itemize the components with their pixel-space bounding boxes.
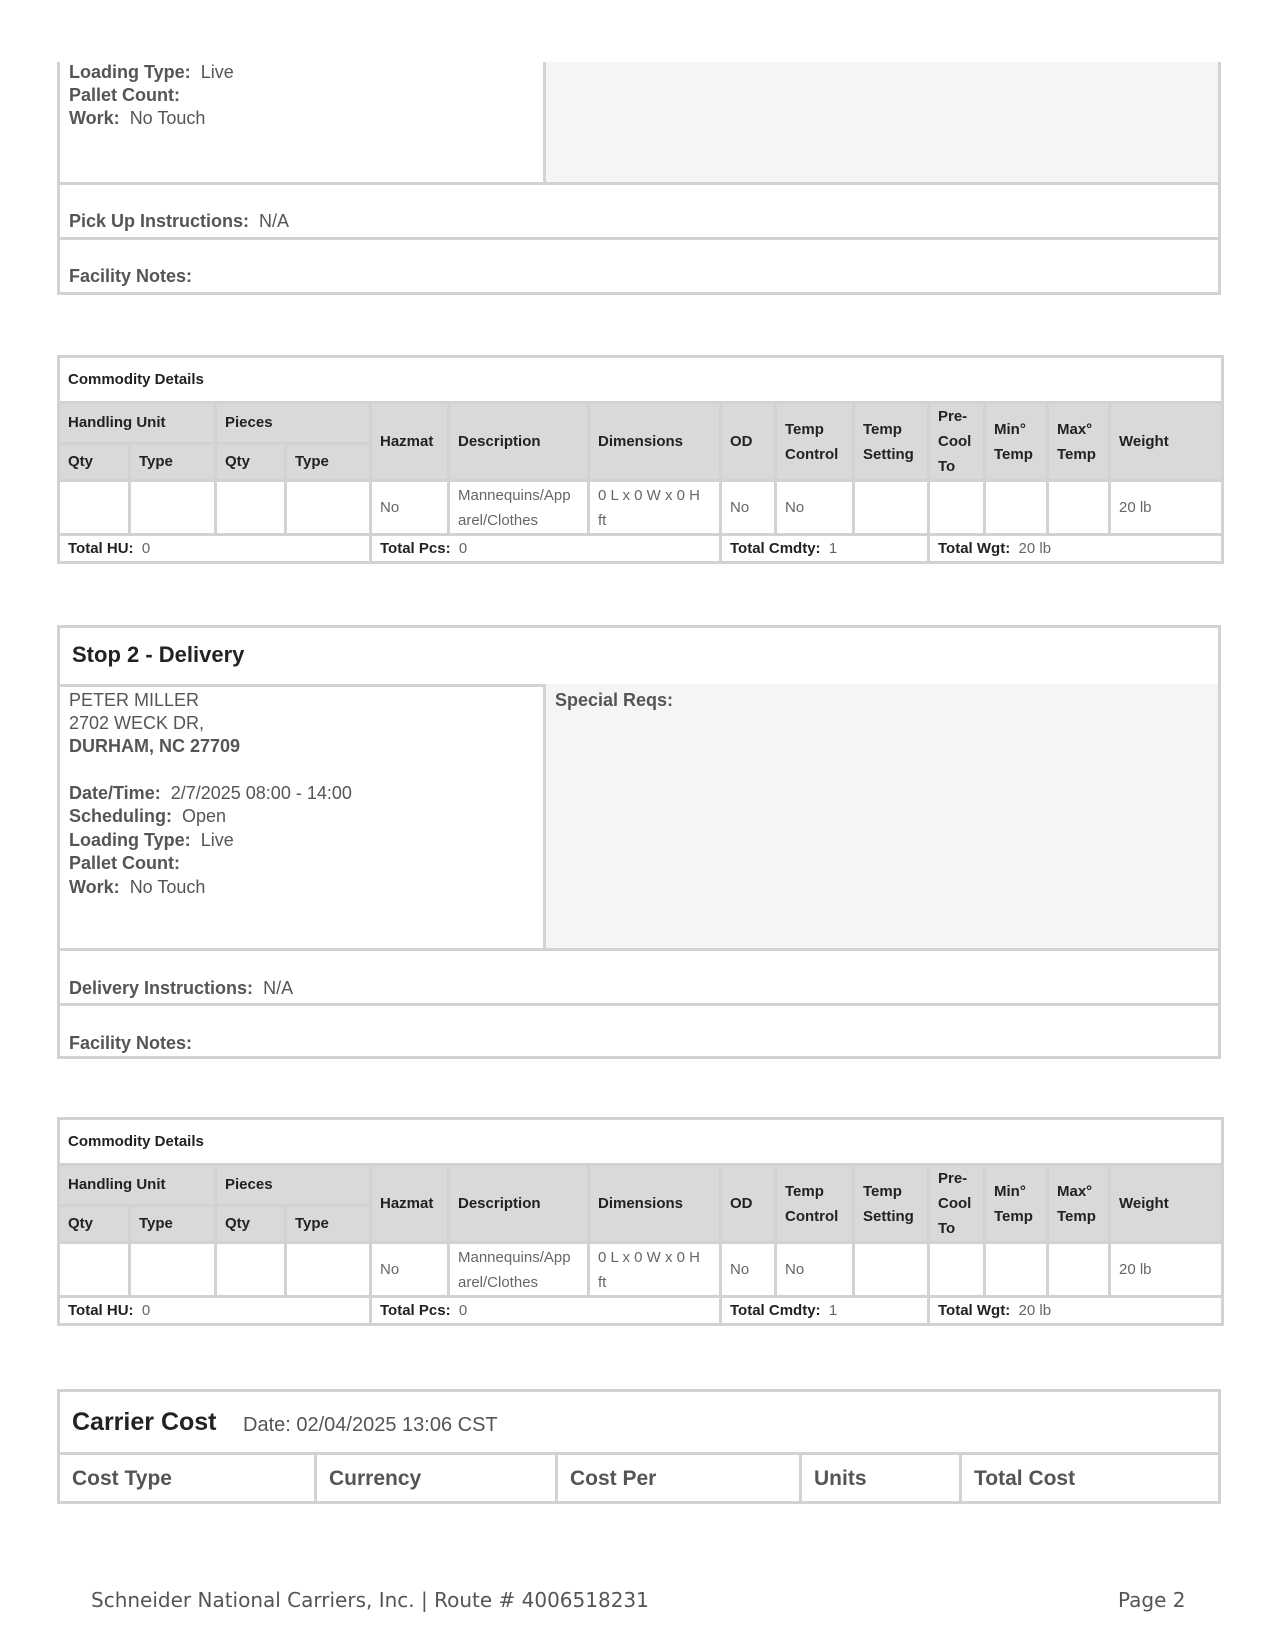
dimensions-cell: 0 L x 0 W x 0 H ft xyxy=(589,481,721,535)
stop-2-delivery xyxy=(57,625,1221,1059)
pcs-qty-header: Qty xyxy=(216,443,286,480)
od-cell: No xyxy=(721,1243,776,1297)
divider xyxy=(60,948,1218,951)
od-header: OD xyxy=(721,403,776,481)
dimensions-cell: 0 L x 0 W x 0 H ft xyxy=(589,1243,721,1297)
total-pcs: Total Pcs: 0 xyxy=(371,1297,721,1325)
pallet-count-row: Pallet Count: xyxy=(69,85,180,105)
total-cmdty: Total Cmdty: 1 xyxy=(721,1297,929,1325)
divider xyxy=(60,237,1218,240)
temp-control-cell: No xyxy=(776,481,854,535)
facility-notes: Facility Notes: xyxy=(69,266,193,286)
commodity-details-1 xyxy=(57,355,1221,564)
special-reqs-label: Special Reqs: xyxy=(555,690,674,710)
table-row xyxy=(59,1243,1223,1297)
stop-1-details xyxy=(60,62,546,184)
total-hu: Total HU: 0 xyxy=(59,1297,371,1325)
hu-qty-header: Qty xyxy=(59,1205,130,1242)
precool-header: Pre- Cool To xyxy=(929,403,985,481)
commodity-title: Commodity Details xyxy=(59,357,1223,403)
stop-1-continuation xyxy=(57,62,1221,295)
dimensions-header: Dimensions xyxy=(589,403,721,481)
hazmat-cell: No xyxy=(371,1243,449,1297)
total-cost-column: Total Cost xyxy=(974,1467,1076,1490)
max-temp-header: Max° Temp xyxy=(1048,1165,1110,1243)
total-wgt: Total Wgt: 20 lb xyxy=(929,535,1223,563)
pallet-count-row: Pallet Count: xyxy=(69,853,180,873)
weight-header: Weight xyxy=(1110,1165,1223,1243)
datetime-row: Date/Time: 2/7/2025 08:00 - 14:00 xyxy=(69,783,352,803)
total-wgt: Total Wgt: 20 lb xyxy=(929,1297,1223,1325)
currency-column: Currency xyxy=(317,1452,558,1504)
hazmat-cell: No xyxy=(371,481,449,535)
temp-control-cell: No xyxy=(776,1243,854,1297)
handling-unit-header: Handling Unit xyxy=(59,403,216,444)
description-header: Description xyxy=(449,1165,589,1243)
temp-control-header: Temp Control xyxy=(776,1165,854,1243)
consignee-address: 2702 WECK DR, xyxy=(69,713,205,733)
stop-1-special-panel xyxy=(546,62,1218,184)
total-pcs: Total Pcs: 0 xyxy=(371,535,721,563)
loading-type-row: Loading Type: Live xyxy=(69,62,234,82)
hazmat-header: Hazmat xyxy=(371,403,449,481)
scheduling-row: Scheduling: Open xyxy=(69,806,227,826)
dimensions-header: Dimensions xyxy=(589,1165,721,1243)
footer-page-number: Page 2 xyxy=(1118,1588,1186,1612)
pickup-instructions: Pick Up Instructions: N/A xyxy=(69,211,290,231)
divider xyxy=(60,182,1218,185)
weight-header: Weight xyxy=(1110,403,1223,481)
total-hu: Total HU: 0 xyxy=(59,535,371,563)
consignee-city: DURHAM, NC 27709 xyxy=(69,736,241,756)
hu-type-header: Type xyxy=(130,443,216,480)
footer-company-route: Schneider National Carriers, Inc. | Route # 4006518231 xyxy=(91,1588,649,1612)
description-header: Description xyxy=(449,403,589,481)
temp-control-header: Temp Control xyxy=(776,403,854,481)
table-row xyxy=(59,481,1223,535)
pieces-header: Pieces xyxy=(216,403,371,444)
carrier-cost xyxy=(57,1389,1221,1504)
stop-2-header xyxy=(60,628,1218,687)
carrier-cost-date: Date: 02/04/2025 13:06 CST xyxy=(243,1414,498,1436)
delivery-instructions: Delivery Instructions: N/A xyxy=(69,978,294,998)
commodity-title: Commodity Details xyxy=(59,1119,1223,1165)
carrier-cost-title: Carrier Cost xyxy=(72,1408,217,1436)
max-temp-header: Max° Temp xyxy=(1048,403,1110,481)
loading-type-row: Loading Type: Live xyxy=(69,830,234,850)
temp-setting-header: Temp Setting xyxy=(854,403,929,481)
carrier-cost-header xyxy=(60,1392,1218,1455)
pcs-type-header: Type xyxy=(286,443,371,480)
stop-2-details xyxy=(60,684,546,948)
pieces-header: Pieces xyxy=(216,1165,371,1206)
description-cell: Mannequins/App arel/Clothes xyxy=(449,481,589,535)
facility-notes: Facility Notes: xyxy=(69,1033,193,1053)
special-reqs-panel xyxy=(546,684,1218,948)
pcs-qty-header: Qty xyxy=(216,1205,286,1242)
hu-qty-header: Qty xyxy=(59,443,130,480)
description-cell: Mannequins/App arel/Clothes xyxy=(449,1243,589,1297)
weight-cell: 20 lb xyxy=(1110,481,1223,535)
pcs-type-header: Type xyxy=(286,1205,371,1242)
work-row: Work: No Touch xyxy=(69,877,206,897)
precool-header: Pre- Cool To xyxy=(929,1165,985,1243)
work-row: Work: No Touch xyxy=(69,108,206,128)
consignee-name: PETER MILLER xyxy=(69,690,200,710)
divider xyxy=(60,1003,1218,1006)
commodity-details-2 xyxy=(57,1117,1221,1326)
min-temp-header: Min° Temp xyxy=(985,403,1048,481)
hazmat-header: Hazmat xyxy=(371,1165,449,1243)
temp-setting-header: Temp Setting xyxy=(854,1165,929,1243)
cost-per-column: Cost Per xyxy=(558,1452,802,1504)
hu-type-header: Type xyxy=(130,1205,216,1242)
od-cell: No xyxy=(721,481,776,535)
weight-cell: 20 lb xyxy=(1110,1243,1223,1297)
cost-type-column: Cost Type xyxy=(60,1452,317,1504)
min-temp-header: Min° Temp xyxy=(985,1165,1048,1243)
handling-unit-header: Handling Unit xyxy=(59,1165,216,1206)
units-column: Units xyxy=(802,1452,962,1504)
total-cmdty: Total Cmdty: 1 xyxy=(721,535,929,563)
stop-2-title: Stop 2 - Delivery xyxy=(72,642,245,667)
od-header: OD xyxy=(721,1165,776,1243)
